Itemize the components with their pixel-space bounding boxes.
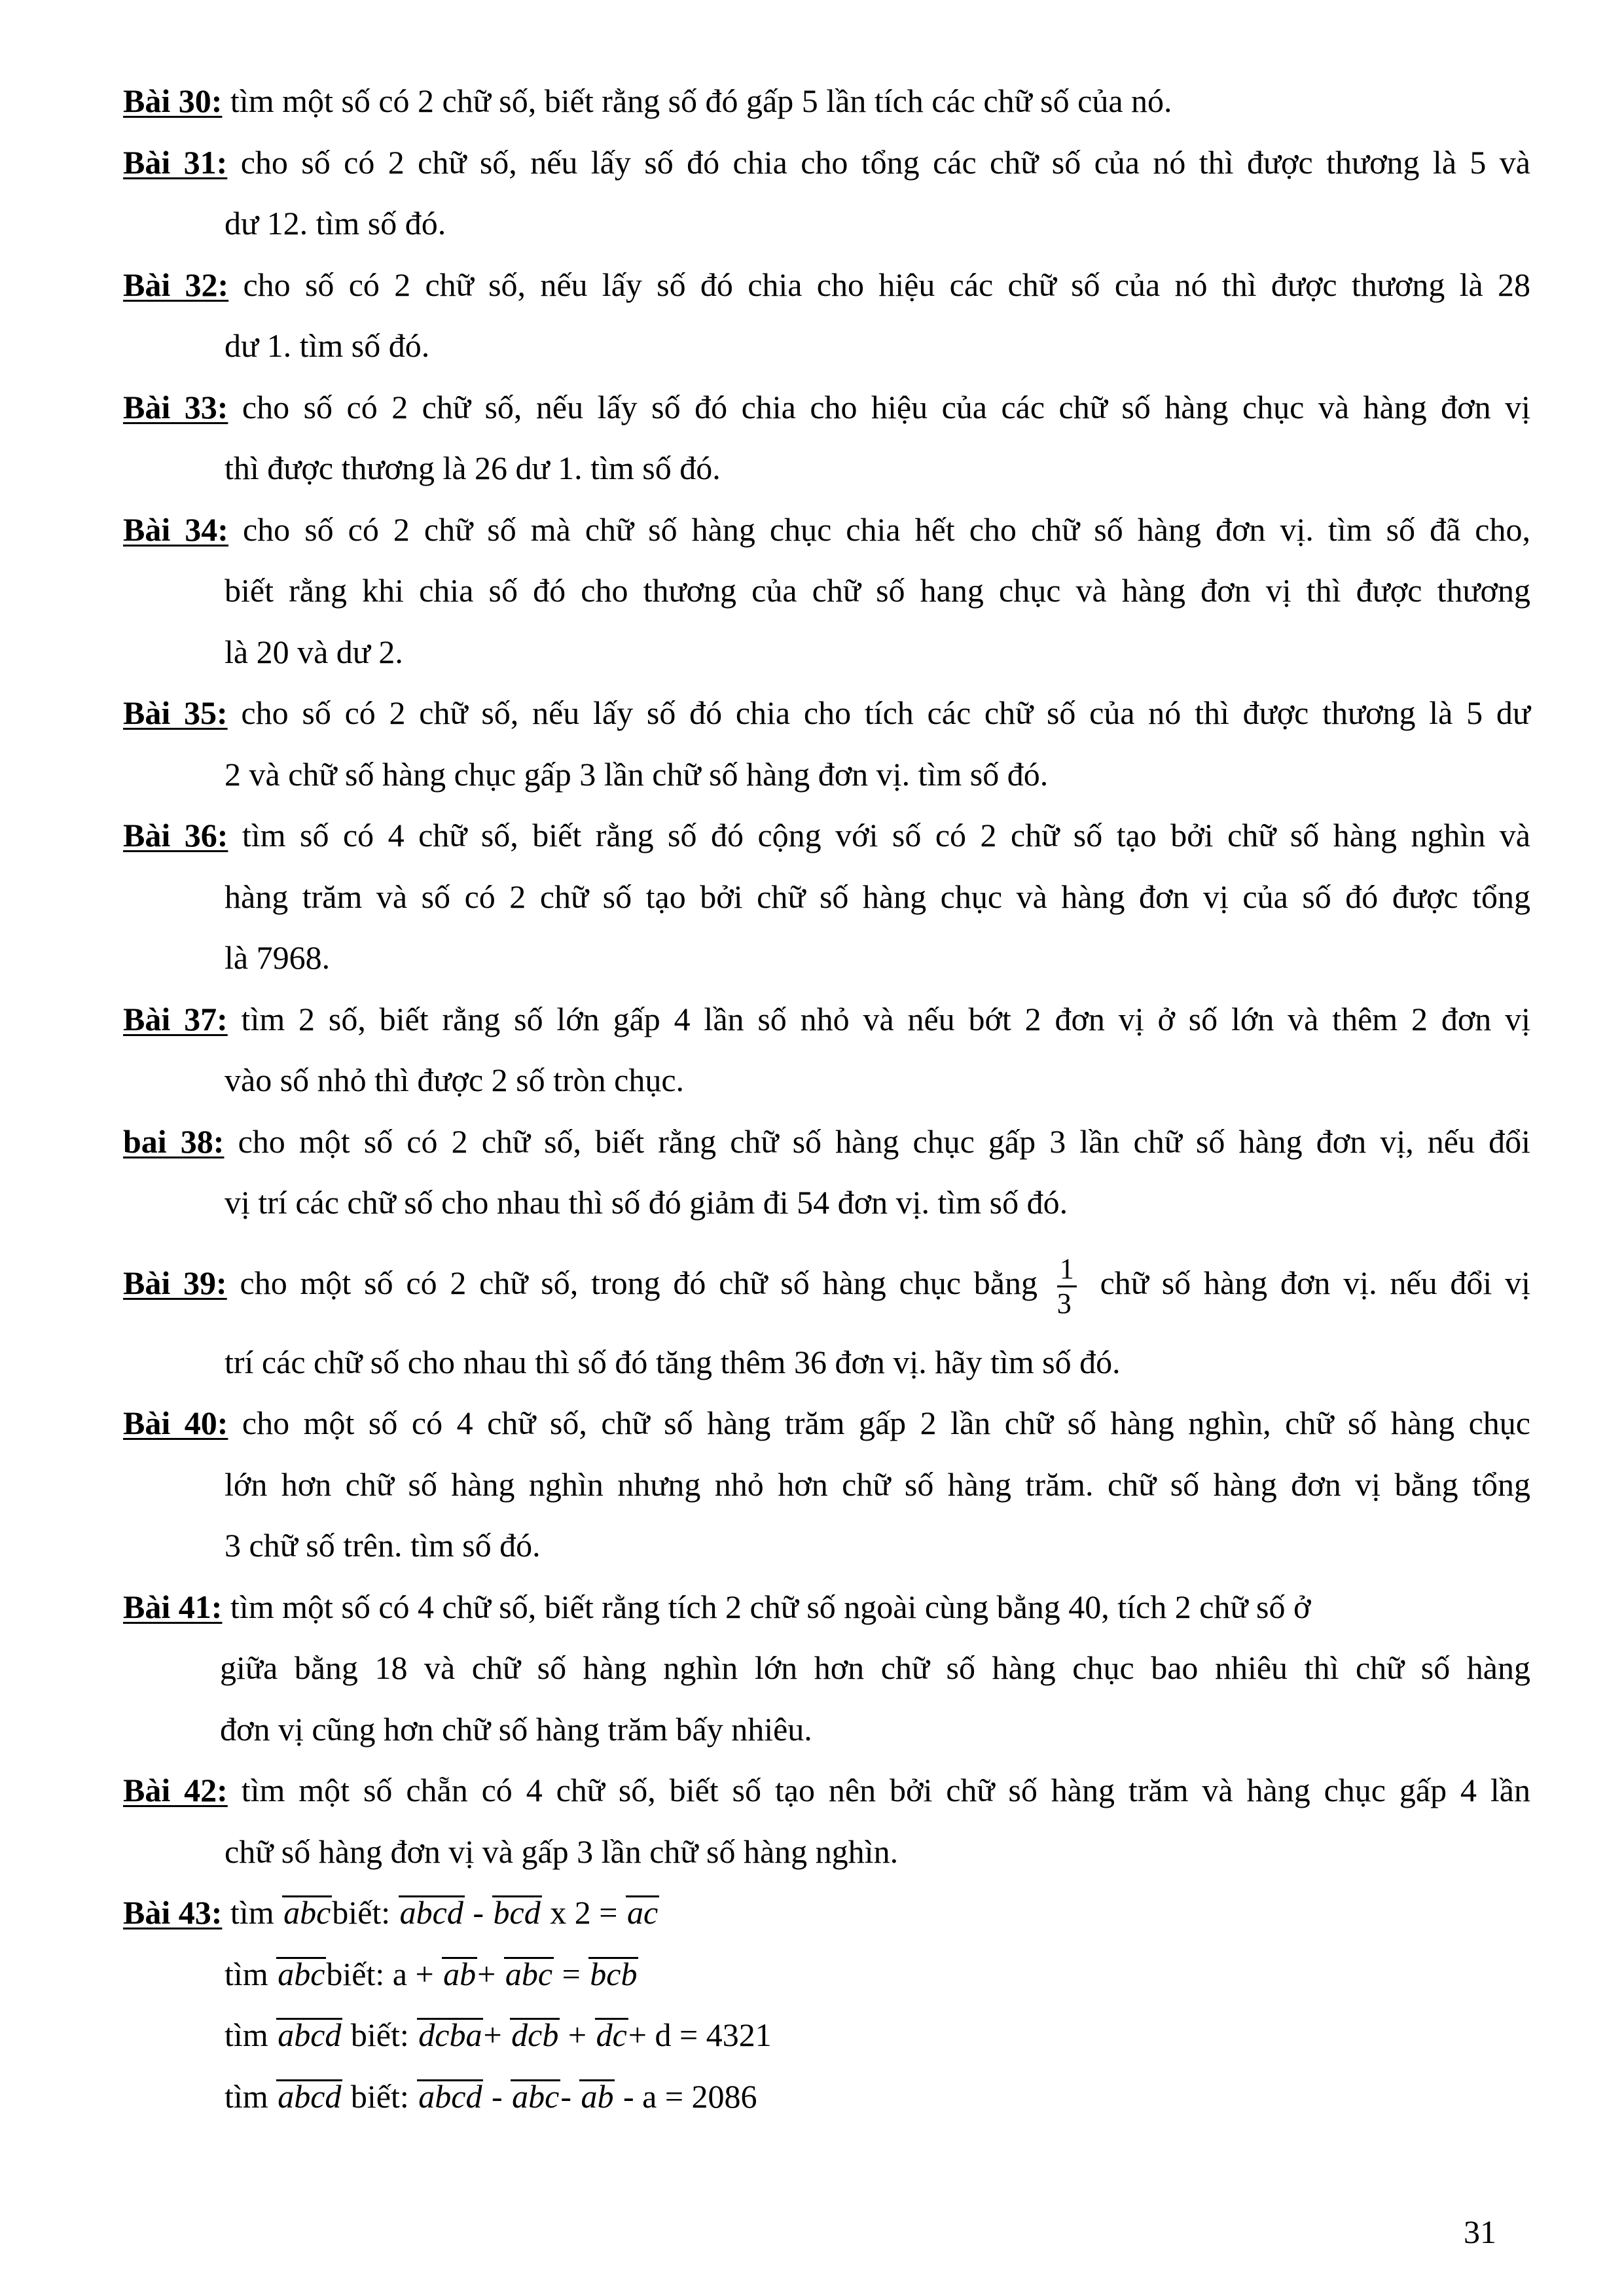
problem-text: cho số có 2 chữ số, nếu lấy số đó chia cho hiệu của các chữ số hàng chục và hàng đơn vị [242, 388, 1531, 425]
overline-number: bcb [590, 1955, 638, 1992]
problem-text: cho số có 2 chữ số, nếu lấy số đó chia cho tổng các chữ số của nó thì được thương là 5 và [240, 143, 1530, 181]
problem-label: Bài 40: [123, 1405, 228, 1441]
word-biet: biết: [350, 2077, 409, 2115]
operator: - [560, 2077, 571, 2115]
problem-text: tìm một số có 2 chữ số, biết rằng số đó gấp 5 lần tích các chữ số của nó. [230, 82, 1172, 119]
problem-text: biết rằng khi chia số đó cho thương của chữ số hang chục và hàng đơn vị thì được thương [225, 572, 1530, 609]
operator: = [599, 1894, 618, 1931]
problem-text: cho một số có 4 chữ số, chữ số hàng trăm gấp 2 lần chữ số hàng nghìn, chữ số hàng chục [242, 1405, 1530, 1441]
problem-30 [123, 71, 1530, 132]
operator: + [477, 1955, 496, 1992]
overline-number: abcd [278, 2077, 342, 2115]
word-tim: tìm [225, 2017, 268, 2053]
operator: = [664, 2077, 684, 2115]
document-page [123, 71, 1530, 2127]
operator: = [679, 2017, 698, 2053]
overline-number: ab [443, 1955, 477, 1992]
problem-38 [123, 1111, 1530, 1234]
problem-label: Bài 32: [123, 266, 229, 303]
problem-label: Bài 42: [123, 1772, 228, 1808]
problem-text: chữ số hàng đơn vị. nếu đổi vị [1100, 1264, 1531, 1301]
problem-label: Bài 35: [123, 694, 228, 731]
result-value: 4321 [706, 2017, 772, 2053]
problem-41 [123, 1577, 1530, 1761]
problem-34 [123, 499, 1530, 683]
overline-number: dcb [511, 2017, 559, 2053]
problem-label: bai 38: [123, 1122, 225, 1160]
page-number: 31 [1464, 2214, 1496, 2250]
problem-text: vị trí các chữ số cho nhau thì số đó giảm đi 54 đơn vị. tìm số đó. [225, 1184, 1068, 1221]
problem-text: chữ số hàng đơn vị và gấp 3 lần chữ số hàng nghìn. [225, 1833, 899, 1870]
operator: = [562, 1955, 581, 1992]
problem-text: cho số có 2 chữ số, nếu lấy số đó chia cho hiệu các chữ số của nó thì được thương là 28 [243, 266, 1530, 303]
equation-1 [123, 1882, 1530, 1944]
operator: - [491, 2077, 503, 2115]
problem-text: cho số có 2 chữ số mà chữ số hàng chục chia hết cho chữ số hàng đơn vị. tìm số đã cho, [242, 511, 1530, 548]
problem-text: dư 1. tìm số đó. [225, 327, 430, 364]
problem-text: 2 và chữ số hàng chục gấp 3 lần chữ số hàng đơn vị. tìm số đó. [225, 755, 1049, 793]
problem-text: tìm một số chẵn có 4 chữ số, biết số tạo nên bởi chữ số hàng trăm và hàng chục gấp 4 lần [241, 1772, 1530, 1808]
problem-text: thì được thương là 26 dư 1. tìm số đó. [225, 450, 721, 486]
problem-text: đơn vị cũng hơn chữ số hàng trăm bấy nhiêu. [220, 1710, 812, 1748]
problem-label: Bài 37: [123, 1000, 228, 1037]
problem-label: Bài 33: [123, 388, 228, 425]
problem-text: giữa bằng 18 và chữ số hàng nghìn lớn hơn chữ số hàng chục bao nhiêu thì chữ số hàng [220, 1649, 1530, 1686]
problem-label: Bài 31: [123, 143, 228, 181]
problem-32 [123, 255, 1530, 377]
word-biet: biết: [350, 2017, 409, 2053]
operator: + [628, 2017, 647, 2053]
operator: x 2 [550, 1894, 591, 1931]
problem-text: cho số có 2 chữ số, nếu lấy số đó chia cho tích các chữ số của nó thì được thương là 5 dư [241, 694, 1530, 731]
problem-text: cho một số có 2 chữ số, trong đó chữ số hàng chục bằng [240, 1264, 1038, 1301]
problem-text: lớn hơn chữ số hàng nghìn nhưng nhỏ hơn chữ số hàng trăm. chữ số hàng đơn vị bằng tổng [225, 1465, 1530, 1503]
overline-number: abc [512, 2077, 560, 2115]
overline-number: bcd [493, 1894, 541, 1931]
fraction [1057, 1253, 1077, 1320]
problem-37 [123, 989, 1530, 1111]
overline-number: abcd [418, 2077, 482, 2115]
overline-number: ab [581, 2077, 614, 2115]
equation-3 [123, 2005, 1530, 2066]
operator: - [473, 1894, 484, 1931]
problem-label: Bài 34: [123, 511, 228, 548]
variable: a [392, 1955, 407, 1992]
problem-text: cho một số có 2 chữ số, biết rằng chữ số hàng chục gấp 3 lần chữ số hàng đơn vị, nếu đổi [238, 1122, 1530, 1160]
overline-number: abc [505, 1955, 553, 1992]
operator: - [623, 2077, 634, 2115]
word-biet: biết: [332, 1894, 391, 1931]
problem-39 [123, 1234, 1530, 1393]
overline-number: ac [626, 1894, 659, 1931]
equation-2 [123, 1944, 1530, 2005]
problem-text: hàng trăm và số có 2 chữ số tạo bởi chữ số hàng chục và hàng đơn vị của số đó được tổng [225, 878, 1530, 915]
word-biet: biết: [326, 1955, 385, 1992]
variable: d [655, 2017, 672, 2053]
problem-40 [123, 1393, 1530, 1577]
problem-label: Bài 30: [123, 82, 223, 119]
problem-text: vào số nhỏ thì được 2 số tròn chục. [225, 1062, 685, 1098]
operator: + [483, 2017, 502, 2053]
problem-text: 3 chữ số trên. tìm số đó. [225, 1527, 541, 1564]
overline-number: abcd [399, 1894, 463, 1931]
overline-number: abc [283, 1894, 331, 1931]
problem-text: trí các chữ số cho nhau thì số đó tăng thêm 36 đơn vị. hãy tìm số đó. [225, 1343, 1121, 1380]
operator: + [415, 1955, 434, 1992]
problem-42 [123, 1760, 1530, 1882]
problem-text: là 20 và dư 2. [225, 633, 403, 670]
problem-text: là 7968. [225, 939, 331, 976]
problem-label: Bài 39: [123, 1264, 227, 1301]
fraction-numerator: 1 [1057, 1253, 1077, 1287]
problem-35 [123, 683, 1530, 805]
problem-36 [123, 805, 1530, 989]
problem-label: Bài 41: [123, 1588, 223, 1625]
problem-33 [123, 377, 1530, 499]
problem-label: Bài 43: [123, 1894, 223, 1931]
problem-31 [123, 132, 1530, 255]
overline-number: dcba [418, 2017, 482, 2053]
problem-text: tìm số có 4 chữ số, biết rằng số đó cộng với số có 2 chữ số tạo bởi chữ số hàng nghìn và [242, 817, 1531, 853]
problem-label: Bài 36: [123, 817, 228, 853]
problem-text: tìm 2 số, biết rằng số lớn gấp 4 lần số nhỏ và nếu bớt 2 đơn vị ở số lớn và thêm 2 đơn vị [241, 1000, 1530, 1037]
overline-number: abcd [278, 2017, 342, 2053]
word-tim: tìm [225, 1955, 268, 1992]
result-value: 2086 [691, 2077, 757, 2115]
problem-text: tìm một số có 4 chữ số, biết rằng tích 2 chữ số ngoài cùng bằng 40, tích 2 chữ số ở [230, 1588, 1311, 1625]
fraction-denominator: 3 [1056, 1287, 1072, 1319]
problem-text: dư 12. tìm số đó. [225, 205, 446, 242]
equation-4 [123, 2066, 1530, 2128]
word-tim: tìm [230, 1894, 274, 1931]
operator: + [568, 2017, 587, 2053]
variable: a [642, 2077, 657, 2115]
overline-number: abc [278, 1955, 325, 1992]
overline-number: dc [596, 2017, 627, 2053]
word-tim: tìm [225, 2077, 268, 2115]
problem-43 [123, 1882, 1530, 2127]
